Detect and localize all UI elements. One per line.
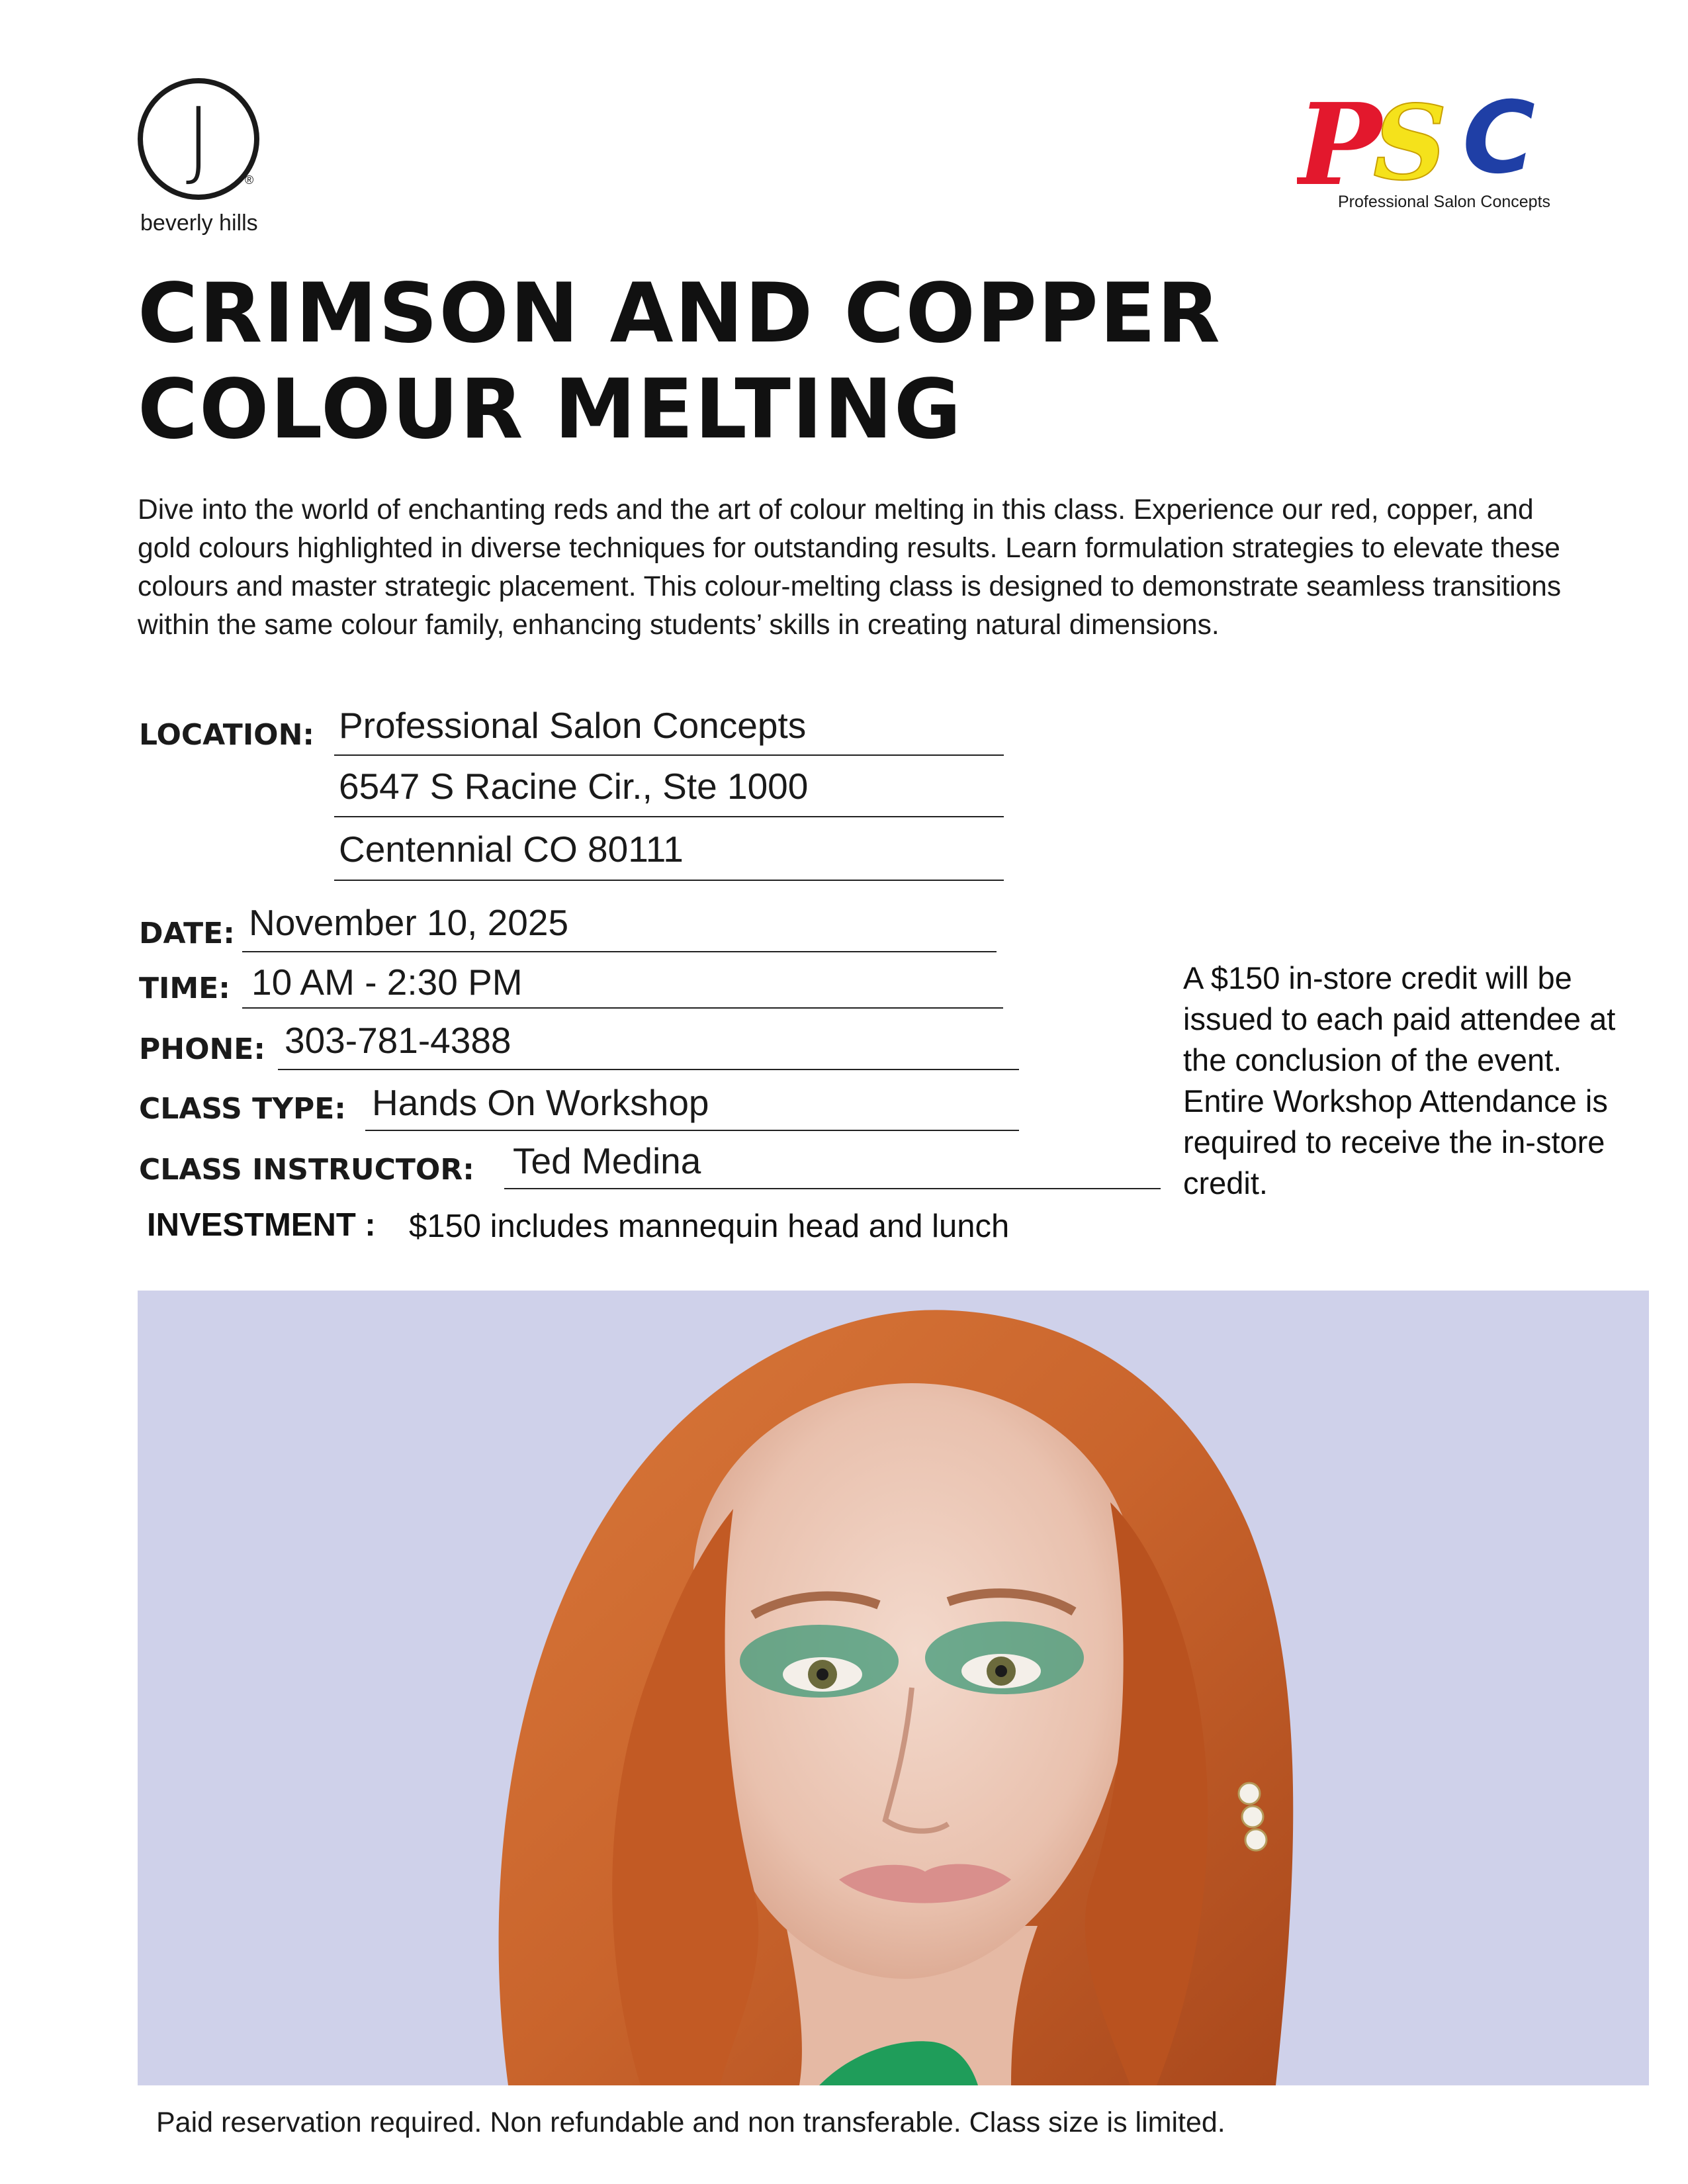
investment-value: $150 includes mannequin head and lunch (409, 1208, 1010, 1244)
psc-letter-s: S (1373, 91, 1447, 203)
location-underline-3 (334, 880, 1004, 881)
registered-mark: ® (245, 173, 254, 187)
investment-label: INVESTMENT : (147, 1207, 376, 1243)
date-underline (242, 951, 997, 952)
location-underline-1 (334, 754, 1004, 756)
pearl-clip (1239, 1783, 1260, 1804)
location-line-1: Professional Salon Concepts (339, 705, 807, 746)
psc-letter-p: P (1297, 91, 1382, 207)
psc-letter-c: C (1462, 91, 1536, 196)
instructor-underline (504, 1188, 1161, 1189)
phone-label: PHONE: (139, 1032, 265, 1066)
instructor-label: CLASS INSTRUCTOR: (139, 1153, 474, 1187)
footer-note: Paid reservation required. Non refundable and non transferable. Class size is limited. (156, 2107, 1225, 2138)
time-value: 10 AM - 2:30 PM (251, 962, 523, 1003)
date-value: November 10, 2025 (249, 902, 569, 943)
title-line-2: COLOUR MELTING (138, 362, 963, 457)
time-label: TIME: (139, 972, 230, 1005)
time-underline (242, 1007, 1003, 1009)
class-type-underline (365, 1130, 1019, 1131)
psc-logo (1297, 91, 1588, 207)
location-line-3: Centennial CO 80111 (339, 829, 684, 870)
j-logo-letter: J (185, 89, 212, 189)
credit-note: A $150 in-store credit will be issued to each paid attendee at the conclusion of the event. Entire Workshop Attendance is required to receive the in-store credit. (1183, 960, 1616, 1201)
psc-logo-tagline: Professional Salon Concepts (1338, 193, 1551, 211)
model-portrait-photo (138, 1291, 1649, 2085)
class-type-value: Hands On Workshop (372, 1082, 709, 1123)
instructor-value: Ted Medina (513, 1140, 701, 1181)
phone-underline (278, 1069, 1019, 1070)
date-label: DATE: (139, 917, 235, 950)
class-description: Dive into the world of enchanting reds and the art of colour melting in this class. Experience our red, copper, and gold colours highlighted in diverse techniques for outstanding results. Learn formulation strategies to elevate these colours and master strategic placement. This colour-melting class is designed to demonstrate seamless transitions within the same colour family, enhancing students’ skills in creating natural dimensions. (138, 494, 1562, 641)
title-line-1: CRIMSON AND COPPER (138, 266, 1222, 361)
class-type-label: CLASS TYPE: (139, 1092, 346, 1126)
location-underline-2 (334, 816, 1004, 817)
j-logo-tagline: beverly hills (140, 210, 258, 236)
location-label: LOCATION: (139, 718, 315, 752)
location-line-2: 6547 S Racine Cir., Ste 1000 (339, 766, 809, 807)
phone-value: 303-781-4388 (285, 1020, 511, 1061)
